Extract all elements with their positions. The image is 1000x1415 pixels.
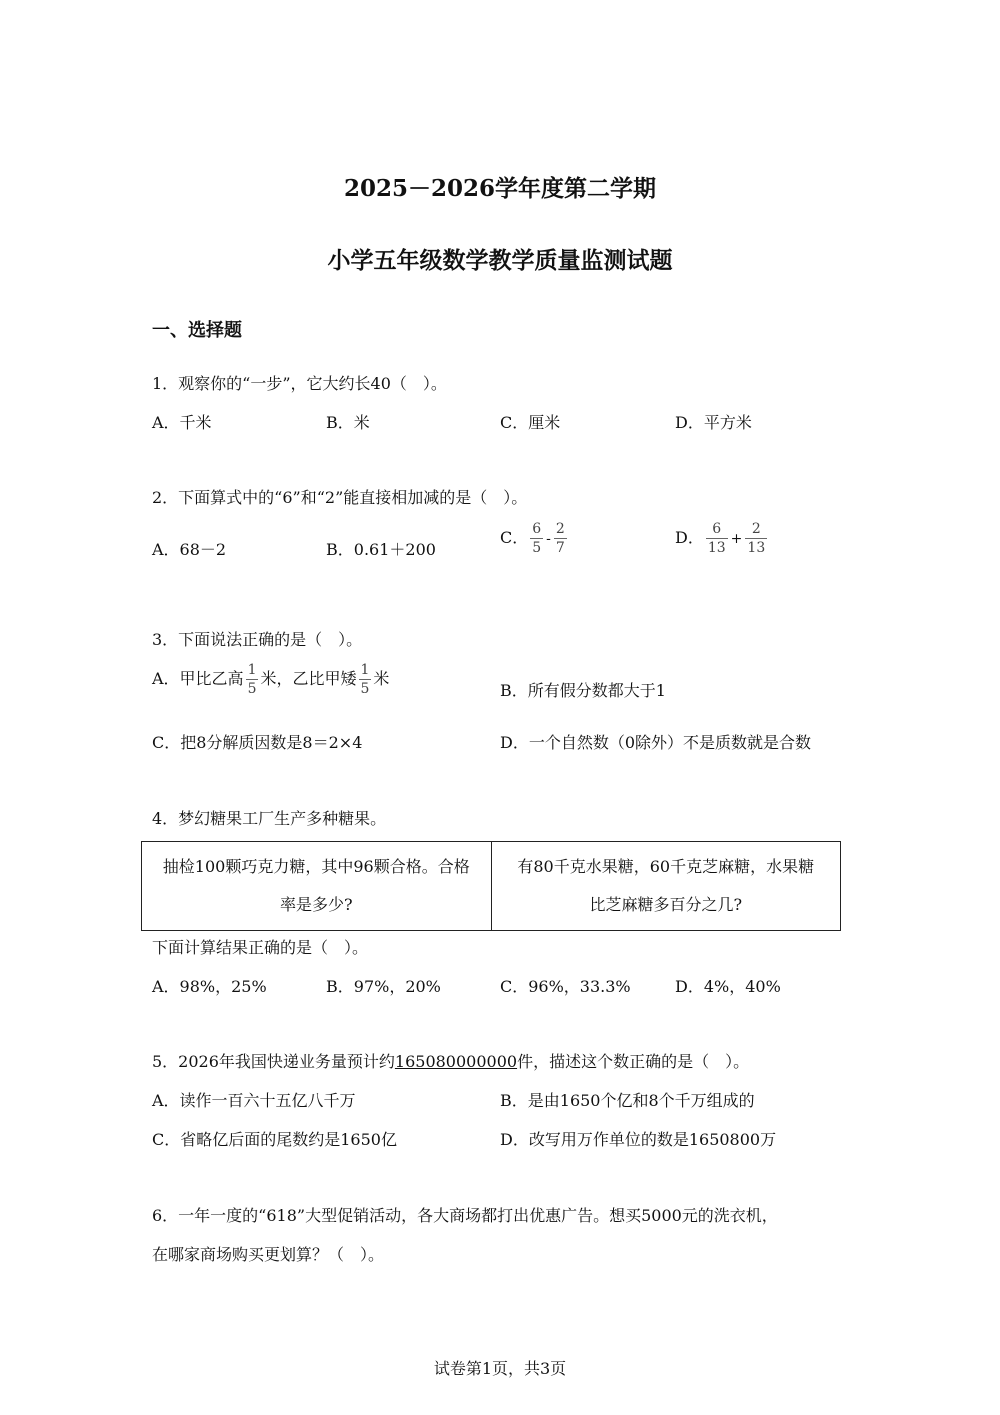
numerator: 2 xyxy=(745,522,767,539)
question-5-stem xyxy=(152,1049,749,1072)
question-3-option-b: B．所有假分数都大于1 xyxy=(500,681,666,700)
option-label: D． xyxy=(675,528,704,547)
numerator: 2 xyxy=(555,521,565,537)
question-3-option-a xyxy=(152,663,389,696)
option-text: 米 xyxy=(373,669,390,688)
question-1-option-b: B．米 xyxy=(326,413,370,432)
stem-text: 件，描述这个数正确的是（ ）。 xyxy=(517,1052,750,1071)
question-1-option-d: D．平方米 xyxy=(675,413,752,432)
option-label: C． xyxy=(500,528,529,547)
denominator: 13 xyxy=(707,540,726,556)
question-3-stem: 3．下面说法正确的是（ ）。 xyxy=(152,630,363,649)
denominator: 5 xyxy=(247,681,257,697)
question-4-option-b: B．97%，20% xyxy=(326,977,441,996)
question-3-option-d: D．一个自然数（0除外）不是质数就是合数 xyxy=(500,733,812,752)
option-text: A．甲比乙高 xyxy=(152,669,244,688)
fraction xyxy=(745,522,767,555)
stem-text: 5．2026年我国快递业务量预计约 xyxy=(152,1052,395,1071)
question-5-option-c: C．省略亿后面的尾数约是1650亿 xyxy=(152,1130,397,1149)
question-6-stem-line1: 6．一年一度的“618”大型促销活动，各大商场都打出优惠广告。想买5000元的洗衣机， xyxy=(152,1206,778,1225)
plus-sign: + xyxy=(730,530,743,547)
underlined-number: 165080000000 xyxy=(394,1052,518,1071)
question-4-option-d: D．4%，40% xyxy=(675,977,781,996)
question-2-stem: 2．下面算式中的“6”和“2”能直接相加减的是（ ）。 xyxy=(152,488,528,507)
denominator: 7 xyxy=(555,540,565,556)
minus-sign: - xyxy=(546,530,551,547)
question-4-subquestion: 下面计算结果正确的是（ ）。 xyxy=(152,938,369,957)
fraction xyxy=(706,522,728,555)
exam-title-subject: 小学五年级数学教学质量监测试题 xyxy=(327,247,673,274)
table-cell-candy: 有80千克水果糖，60千克芝麻糖，水果糖比芝麻糖多百分之几? xyxy=(491,842,841,931)
denominator: 13 xyxy=(747,540,766,556)
question-1-option-c: C．厘米 xyxy=(500,413,561,432)
question-2-option-c xyxy=(500,522,569,555)
question-1-option-a: A．千米 xyxy=(152,413,212,432)
question-2-option-b: B．0.61＋200 xyxy=(326,540,436,559)
fraction xyxy=(530,522,543,555)
question-1-stem: 1．观察你的“一步”，它大约长40（ ）。 xyxy=(152,374,447,393)
question-4-option-a: A．98%，25% xyxy=(152,977,267,996)
page-footer: 试卷第1页，共3页 xyxy=(433,1359,567,1378)
fraction xyxy=(246,663,259,696)
question-4-option-c: C．96%，33.3% xyxy=(500,977,631,996)
question-2-option-d xyxy=(675,522,769,555)
denominator: 5 xyxy=(360,681,370,697)
denominator: 5 xyxy=(532,540,542,556)
question-5-option-a: A．读作一百六十五亿八千万 xyxy=(152,1091,356,1110)
fraction xyxy=(359,663,372,696)
table-row xyxy=(142,842,841,931)
question-3-option-c: C．把8分解质因数是8＝2×4 xyxy=(152,733,363,752)
numerator: 1 xyxy=(360,662,370,678)
numerator: 6 xyxy=(706,522,728,539)
question-4-info-table xyxy=(141,841,841,931)
question-4-stem: 4．梦幻糖果工厂生产多种糖果。 xyxy=(152,809,387,828)
question-2-option-a: A．68－2 xyxy=(152,540,227,559)
question-5-option-b: B．是由1650个亿和8个千万组成的 xyxy=(500,1091,755,1110)
exam-title-term: 2025－2026学年度第二学期 xyxy=(343,175,657,202)
question-6-stem-line2: 在哪家商场购买更划算？（ ）。 xyxy=(152,1245,385,1264)
option-text: 米，乙比甲矮 xyxy=(260,669,357,688)
question-5-option-d: D．改写用万作单位的数是1650800万 xyxy=(500,1130,777,1149)
numerator: 6 xyxy=(532,521,542,537)
table-cell-chocolate: 抽检100颗巧克力糖，其中96颗合格。合格率是多少? xyxy=(142,842,492,931)
section-heading-choice: 一、选择题 xyxy=(152,320,242,341)
numerator: 1 xyxy=(247,662,257,678)
fraction xyxy=(554,522,567,555)
